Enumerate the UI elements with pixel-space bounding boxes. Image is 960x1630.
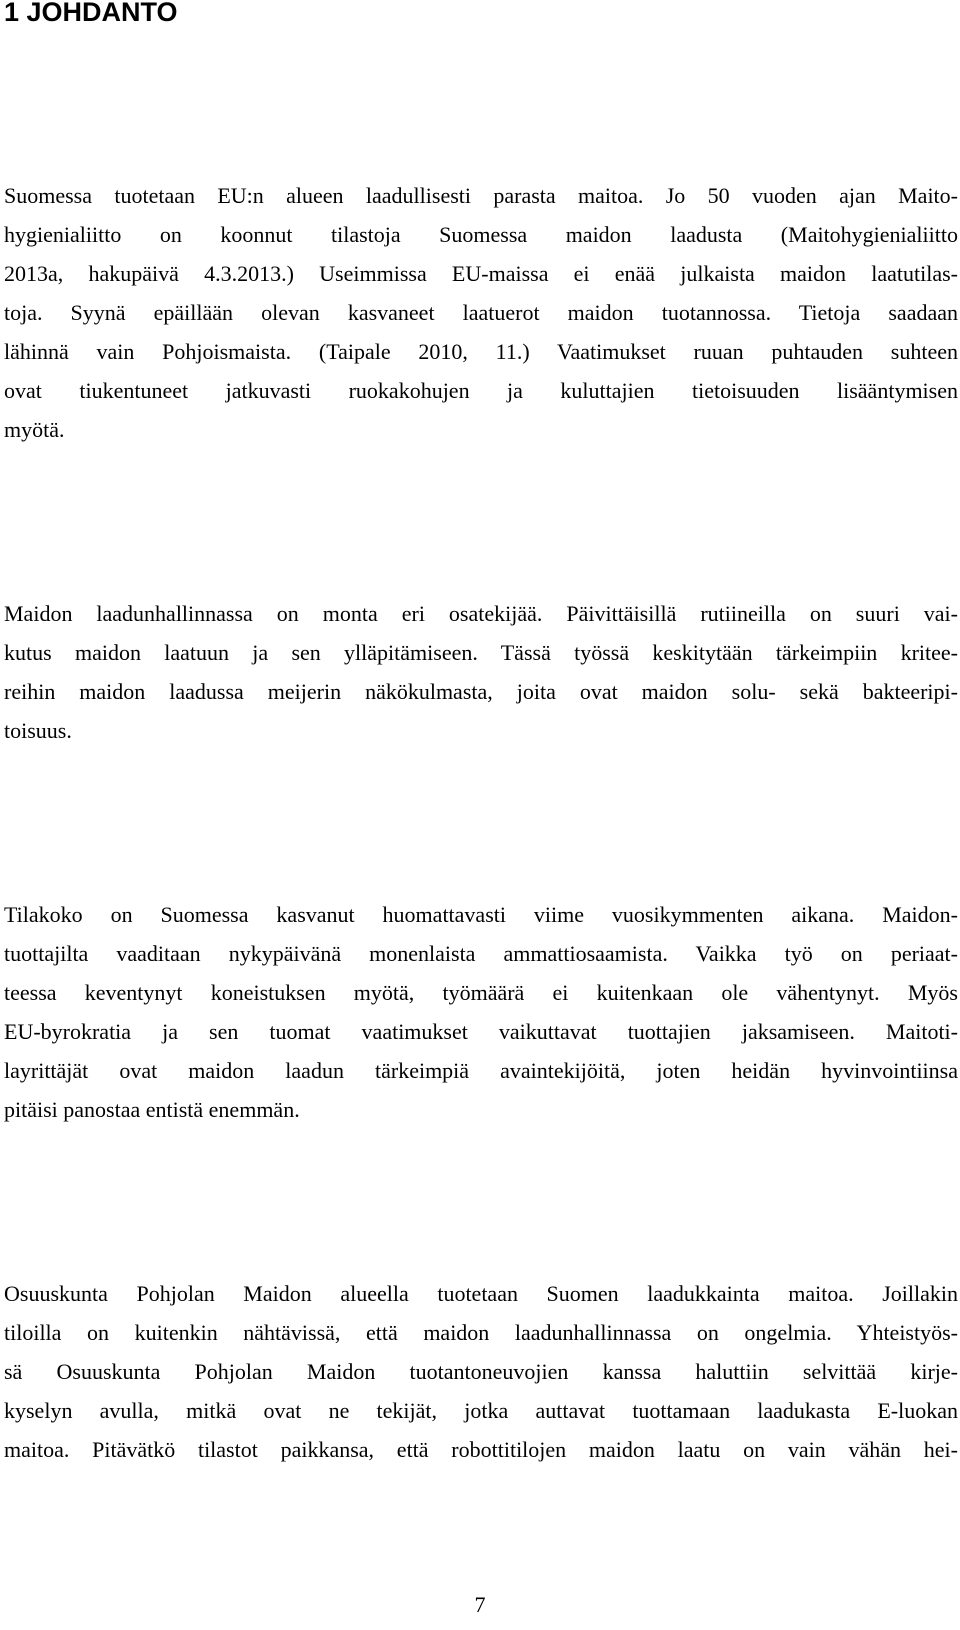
text-line: kyselyn avulla, mitkä ovat ne tekijät, jotka auttavat tuottamaan laadukasta E-luokan <box>4 1398 958 1423</box>
text-line: EU-byrokratia ja sen tuomat vaatimukset vaikuttavat tuottajien jaksamiseen. Maitoti- <box>4 1019 958 1044</box>
text-line: hygienialiitto on koonnut tilastoja Suomessa maidon laadusta (Maitohygienialiitto <box>4 222 958 247</box>
page-title: 1 JOHDANTO <box>4 0 178 27</box>
paragraph-farm-size <box>4 895 958 1129</box>
text-line: Osuuskunta Pohjolan Maidon alueella tuotetaan Suomen laadukkainta maitoa. Joillakin <box>4 1281 958 1306</box>
text-line: tiloilla on kuitenkin nähtävissä, että maidon laadunhallinnassa on ongelmia. Yhteistyös- <box>4 1320 958 1345</box>
text-line: maitoa. Pitävätkö tilastot paikkansa, että robottitilojen maidon laatu on vain vähän hei- <box>4 1437 958 1462</box>
text-line: pitäisi panostaa entistä enemmän. <box>4 1097 300 1122</box>
text-line: Tilakoko on Suomessa kasvanut huomattavasti viime vuosikymmenten aikana. Maidon- <box>4 902 958 927</box>
text-line: Suomessa tuotetaan EU:n alueen laadullisesti parasta maitoa. Jo 50 vuoden ajan Maito- <box>4 183 958 208</box>
text-line: lähinnä vain Pohjoismaista. (Taipale 2010, 11.) Vaatimukset ruuan puhtauden suhteen <box>4 339 958 364</box>
text-line: 2013a, hakupäivä 4.3.2013.) Useimmissa EU-maissa ei enää julkaista maidon laatutilas- <box>4 261 958 286</box>
page-number: 7 <box>474 1592 486 1617</box>
text-line: tuottajilta vaaditaan nykypäivänä monenlaista ammattiosaamista. Vaikka työ on periaat- <box>4 941 958 966</box>
text-line: kutus maidon laatuun ja sen ylläpitämiseen. Tässä työssä keskitytään tärkeimpiin kritee- <box>4 640 958 665</box>
text-line: reihin maidon laadussa meijerin näkökulmasta, joita ovat maidon solu- sekä bakteeripi- <box>4 679 958 704</box>
paragraph-quality-management <box>4 594 958 750</box>
text-line: layrittäjät ovat maidon laadun tärkeimpiä avaintekijöitä, joten heidän hyvinvointiinsa <box>4 1058 958 1083</box>
text-line: ovat tiukentuneet jatkuvasti ruokakohujen ja kuluttajien tietoisuuden lisääntymisen <box>4 378 958 403</box>
text-line: sä Osuuskunta Pohjolan Maidon tuotantoneuvojien kanssa haluttiin selvittää kirje- <box>4 1359 958 1384</box>
text-line: teessa keventynyt koneistuksen myötä, työmäärä ei kuitenkaan ole vähentynyt. Myös <box>4 980 958 1005</box>
paragraph-cooperative <box>4 1274 958 1469</box>
text-line: myötä. <box>4 417 65 442</box>
text-line: toja. Syynä epäillään olevan kasvaneet laatuerot maidon tuotannossa. Tietoja saadaan <box>4 300 958 325</box>
text-line: toisuus. <box>4 718 72 743</box>
text-line: Maidon laadunhallinnassa on monta eri osatekijää. Päivittäisillä rutiineilla on suuri vai- <box>4 601 958 626</box>
paragraph-intro <box>4 176 958 449</box>
